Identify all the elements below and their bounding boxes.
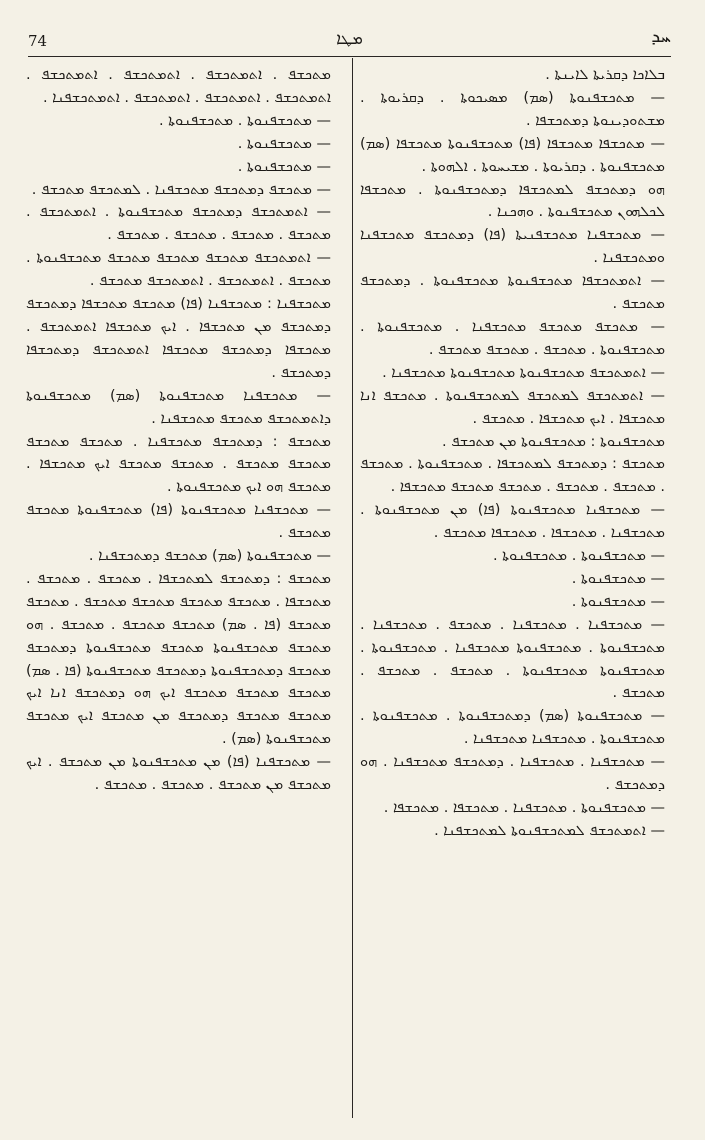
dictionary-entry: — ܡܬܟܫܦܐ ܡܬܟܫܦܐ (ܦܐ) ܡܬܟܫܦܢܘܬܐ ܡܬܟܫܦܐ (ܣܡ) ܡܬܟܫܦܢܘܬܐ . ܕܩܪܝܘܬܐ . ܡܫܝܚܘܬܐ . ܐܠܗܘܬܐ . [360, 135, 665, 175]
dictionary-entry: ܡܬܟܫܦ : ܕܡܬܟܫܦ ܠܡܬܟܫܦܐ . ܡܬܟܫܦ . ܡܬܟܫܦ . ܡܬܟܫܦܐ . ܡܬܟܫܦ ܡܬܟܫܦ ܡܬܟܫܦ ܡܬܟܫܦ . ܡܬܟܫܦ ܡܬܟܫܦ (ܦܐ . ܣܡ) ܡܬܟܫܦ ܡܬܟܫܦ . ܡܬܟܫܦ . ܗܘ ܡܬܟܫܦ ܡܬܟܫܦܢܘܬܐ ܡܬܟܫܦ ܡܬܟܫܦܢܘܬܐ ܕܡܬܟܫܦ ܡܬܟܫܦ ܕܡܬܟܫܦܢܘܬܐ ܕܡܬܟܫܦ ܡܬܟܫܦܢܘܬܐ (ܦܐ . ܣܡ) ܡܬܟܫܦ ܡܬܟܫܦ ܡܬܟܫܦ ܐܝܟ ܗܘ ܕܡܬܟܫܦ ܐܢܐ ܐܝܟ ܡܬܟܫܦ ܡܬܟܫܦ ܕܡܬܟܫܦ ܡܢ ܡܬܟܫܦ ܐܝܟ ܡܬܟܫܦ ܡܬܟܫܦܢܘܬܐ (ܣܡ) . [26, 570, 331, 748]
dictionary-entry: ܡܬܟܫܦ : ܕܡܬܟܫܦ ܠܡܬܟܫܦܐ . ܡܬܟܫܦܢܘܬܐ . ܡܬܟܫܦ . ܡܬܟܫܦ . ܡܬܟܫܦ . ܡܬܟܫܦ ܡܬܟܫܦ ܡܬܟܫܦܐ . [360, 456, 665, 496]
dictionary-entry: — ܡܬܟܫܦܢܐ ܡܬܟܫܦܢܘܬܐ (ܦܐ) ܡܬܟܫܦܢܘܬܐ ܡܬܟܫܦ ܡܬܟܫܦ . [26, 502, 331, 542]
page-number: 74 [28, 32, 48, 50]
dictionary-entry: — ܡܬܟܫܦܢܘܬܐ (ܣܡ) ܡܣܝܟܘܬܐ . ܕܩܪܝܘܬܐ . ܡܫܬܘܕܝܢܘܬܐ ܕܡܬܟܫܦܐ . [360, 89, 665, 129]
dictionary-entry: — ܡܬܟܫܦܢܘܬܐ . [571, 593, 665, 610]
dictionary-entry: ܡܬܟܫܦܢܘܬܐ : ܡܬܟܫܦܢܘܬܐ ܡܢ ܡܬܟܫܦ . [441, 433, 665, 450]
page-header [28, 20, 671, 56]
dictionary-entry: — ܡܬܟܫܦܢܘܬܐ . [237, 158, 331, 175]
dictionary-entry: — ܡܬܟܫܦ ܡܬܟܫܦ ܡܬܟܫܦܢܐ . ܡܬܟܫܦܢܘܬܐ . ܡܬܟܫܦܢܘܬܐ . ܡܬܟܫܦ . ܡܬܟܫܦ ܡܬܟܫܦ . [360, 318, 665, 358]
dictionary-entry: — ܡܬܟܫܦܢܘܬܐ . [237, 135, 331, 152]
dictionary-entry: — ܡܬܟܫܦܢܐ . ܡܬܟܫܦܢܐ . ܡܬܟܫܦ . ܡܬܟܫܦܢܐ . ܡܬܟܫܦܢܘܬܐ . ܡܬܟܫܦܢܘܬܐ ܡܬܟܫܦܢܐ . ܡܬܟܫܦܢܘܬܐ . ܡܬܟܫܦܢܘܬܐ ܡܬܟܫܦܢܘܬܐ . ܡܬܟܫܦ . ܡܬܟܫܦ . ܡܬܟܫܦ . [360, 616, 665, 702]
dictionary-entry: ܗܘ ܕܡܬܟܫܦ ܠܡܬܟܫܦܐ ܕܡܬܟܫܦܢܘܬܐ . ܡܬܟܫܦܐ ܠܟܠܗܘܢ ܡܬܟܫܦܢܘܬܐ . ܘܗܟܢܐ . [360, 181, 665, 221]
dictionary-entry: — ܐܬܡܬܟܫܦ ܠܡܬܟܫܦܢܘܬܐ ܠܡܬܟܫܦܢܐ . [434, 822, 665, 839]
dictionary-entry: — ܡܬܟܫܦܢܘܬܐ . ܡܬܟܫܦܢܘܬܐ . [492, 548, 665, 565]
dictionary-entry: — ܡܬܟܫܦ ܕܡܬܟܫܦ ܡܬܟܫܦܢܐ . ܠܡܬܟܫܦ ܡܬܟܫܦ . [31, 181, 331, 198]
left-column [26, 64, 331, 1124]
dictionary-entry: ܡܬܟܫܦܢܐ : ܡܬܟܫܦܢܐ (ܦܐ) ܡܬܟܫܦ ܡܬܟܫܦܐ ܕܡܬܟܫܦ ܕܡܬܟܫܦ ܡܢ ܡܬܟܫܦܐ . ܐܝܟ ܡܬܟܫܦܐ ܐܬܡܬܟܫܦ . ܡܬܟܫܦܐ ܕܡܬܟܫܦ ܡܬܟܫܦܐ ܐܬܡܬܟܫܦ ܕܡܬܟܫܦܐ ܕܡܬܟܫܦ . [26, 296, 331, 381]
dictionary-entry: — ܐܬܡܬܟܫܦܐ ܡܬܟܫܦܢܘܬܐ ܡܬܟܫܦܢܘܬܐ . ܕܡܬܟܫܦ ܡܬܟܫܦ . [360, 273, 665, 313]
dictionary-entry: — ܡܬܟܫܦܢܐ ܡܬܟܫܦܢܘܬܐ (ܣܡ) ܡܬܟܫܦܢܘܬܐ ܕܐܬܡܬܟܫܦ ܡܬܟܫܦ ܡܬܟܫܦܢܐ . [26, 387, 331, 427]
dictionary-entry: ܡܬܟܫܦ . ܐܬܡܬܟܫܦ . ܐܬܡܬܟܫܦ . ܐܬܡܬܟܫܦ . ܐܬܡܬܟܫܦ . ܐܬܡܬܟܫܦ . ܐܬܡܬܟܫܦ . ܐܬܡܬܟܫܦܢܐ . [26, 67, 331, 106]
dictionary-entry: — ܡܬܟܫܦܢܐ (ܦܐ) ܡܢ ܡܬܟܫܦܢܘܬܐ ܡܢ ܡܬܟܫܦ . ܐܝܟ ܡܬܟܫܦ ܡܢ ܡܬܟܫܦ . ܡܬܟܫܦ . ܡܬܟܫܦ . [26, 754, 331, 794]
dictionary-entry: — ܐܬܡܬܟܫܦ ܡܬܟܫܦ ܡܬܟܫܦ ܡܬܟܫܦ ܡܬܟܫܦܢܘܬܐ . ܡܬܟܫܦ . ܐܬܡܬܟܫܦ . ܐܬܡܬܟܫܦ ܡܬܟܫܦ . [26, 250, 331, 290]
dictionary-entry: ܡܬܟܫܦ : ܕܡܬܟܫܦ ܡܬܟܫܦܢܐ . ܡܬܟܫܦ ܡܬܟܫܦ ܡܬܟܫܦ ܡܬܟܫܦ . ܡܬܟܫܦ ܡܬܟܫܦ ܐܝܟ ܡܬܟܫܦܐ . ܡܬܟܫܦ ܗܘ ܐܝܟ ܡܬܟܫܦܢܘܬܐ . [26, 433, 331, 496]
dictionary-entry: — ܡܬܟܫܦܢܘܬܐ (ܣܡ) ܡܬܟܫܦ ܕܡܬܟܫܦܢܐ . [88, 548, 331, 565]
header-right-mark: ܚܕ [651, 26, 671, 47]
header-rule [28, 56, 671, 57]
dictionary-entry: — ܐܬܡܬܟܫܦ ܕܡܬܟܫܦ ܡܬܟܫܦܢܘܬܐ . ܐܬܡܬܟܫܦ . ܡܬܟܫܦ . ܡܬܟܫܦ . ܡܬܟܫܦ . ܡܬܟܫܦ . [26, 204, 331, 244]
dictionary-entry: — ܡܬܟܫܦܢܐ ܡܬܟܫܦܢܘܬܐ (ܦܐ) ܡܢ ܡܬܟܫܦܢܘܬܐ . ܡܬܟܫܦܢܐ . ܡܬܟܫܦܐ . ܡܬܟܫܦܐ ܡܬܟܫܦ . [360, 502, 665, 542]
dictionary-entry: — ܡܬܟܫܦܢܘܬܐ . [571, 570, 665, 587]
dictionary-entry: — ܡܬܟܫܦܢܐ ܡܬܟܫܦܢܝܬܐ (ܦܐ) ܕܡܬܟܫܦ ܡܬܟܫܦܢܐ ܘܡܬܟܫܦܢܐ . [360, 227, 665, 267]
dictionary-entry: — ܡܬܟܫܦܢܐ . ܡܬܟܫܦܢܐ . ܕܡܬܟܫܦ ܡܬܟܫܦܢܐ . ܗܘ ܕܡܬܟܫܦ . [360, 754, 665, 794]
dictionary-entry: — ܡܬܟܫܦܢܘܬܐ (ܣܡ) ܕܡܬܟܫܦܢܘܬܐ . ܡܬܟܫܦܢܘܬܐ . ܡܬܟܫܦܢܘܬܐ . ܡܬܟܫܦܢܐ ܡܬܟܫܦܢܐ . [360, 708, 665, 748]
dictionary-entry: — ܡܬܟܫܦܢܘܬܐ . ܡܬܟܫܦܢܘܬܐ . [158, 112, 331, 129]
dictionary-entry: ܒܠܐܟܐ ܕܩܪܝܬܐ ܠܐܝܢܬܐ . [545, 67, 665, 83]
dictionary-entry: — ܡܬܟܫܦܢܘܬܐ . ܡܬܟܫܦܢܐ . ܡܬܟܫܦܐ . ܡܬܟܫܦܐ . [383, 800, 665, 816]
column-divider [352, 58, 353, 1118]
running-head: ܡܛܐ [336, 29, 363, 48]
right-column [360, 64, 665, 1124]
dictionary-entry: — ܐܬܡܬܟܫܦ ܡܬܟܫܦܢܘܬܐ ܡܬܟܫܦܢܘܬܐ ܡܬܟܫܦܢܐ . [382, 364, 665, 381]
dictionary-entry: — ܐܬܡܬܟܫܦ ܠܡܬܟܫܦ ܠܡܬܟܫܦܢܘܬܐ . ܡܬܟܫܦ ܐܢܐ ܡܬܟܫܦܐ . ܐܝܟ ܡܬܟܫܦܐ . ܡܬܟܫܦ . [360, 387, 665, 427]
